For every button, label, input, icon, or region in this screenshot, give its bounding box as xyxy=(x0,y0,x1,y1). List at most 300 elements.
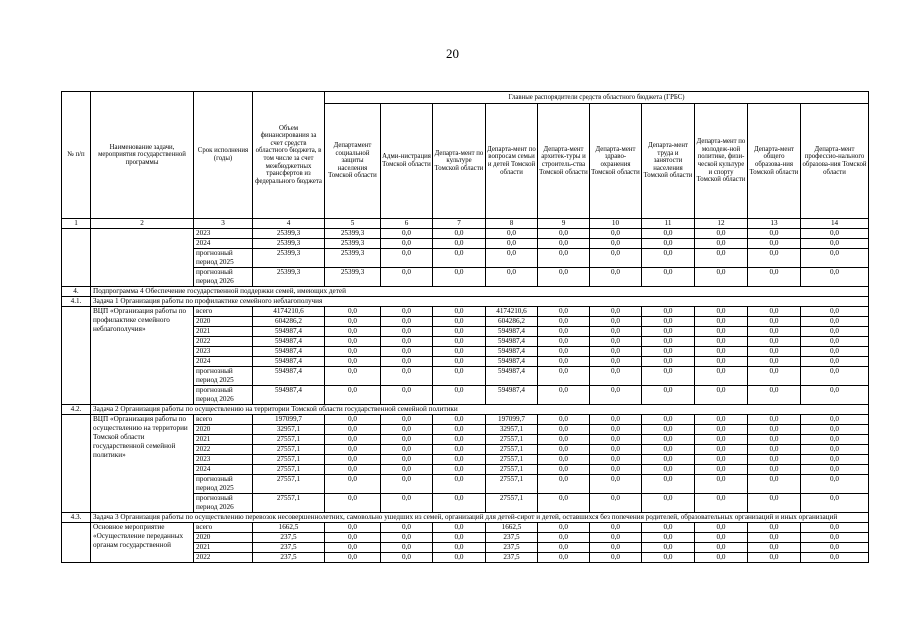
header-col: Департамент социальной защиты населения Томской области xyxy=(325,104,381,219)
section-row xyxy=(62,513,869,523)
value-cell: 0,0 xyxy=(801,386,869,405)
row-num-cell xyxy=(62,307,91,405)
value-cell: 0,0 xyxy=(642,347,695,357)
value-cell: 594987,4 xyxy=(253,337,325,347)
value-cell: 0,0 xyxy=(538,543,590,553)
value-cell: 0,0 xyxy=(433,553,486,563)
measure-name xyxy=(91,229,194,287)
value-cell: 0,0 xyxy=(381,553,433,563)
value-cell: 0,0 xyxy=(801,435,869,445)
year-cell: 2021 xyxy=(194,543,253,553)
value-cell: 27557,1 xyxy=(486,494,538,513)
measure-name: Основное мероприятие «Осуществление переданных органам государственной xyxy=(91,523,194,563)
value-cell: 0,0 xyxy=(590,553,642,563)
value-cell: 0,0 xyxy=(538,307,590,317)
section-row xyxy=(62,297,869,307)
year-cell: 2020 xyxy=(194,533,253,543)
value-cell: 0,0 xyxy=(801,327,869,337)
value-cell: 0,0 xyxy=(695,543,748,553)
value-cell: 0,0 xyxy=(695,229,748,239)
value-cell: 0,0 xyxy=(538,317,590,327)
section-num: 4.3. xyxy=(62,513,91,523)
column-number: 12 xyxy=(695,219,748,229)
value-cell: 0,0 xyxy=(381,307,433,317)
value-cell: 0,0 xyxy=(325,475,381,494)
header-col: Департа-мент архитек-туры и строитель-ства Томской области xyxy=(538,104,590,219)
value-cell: 0,0 xyxy=(325,445,381,455)
year-cell: всего xyxy=(194,415,253,425)
header-grbs: Главные распорядители средств областного бюджета (ГРБС) xyxy=(325,92,869,104)
value-cell: 237,5 xyxy=(253,543,325,553)
value-cell: 0,0 xyxy=(325,367,381,386)
value-cell: 4174210,6 xyxy=(253,307,325,317)
value-cell: 0,0 xyxy=(642,307,695,317)
value-cell: 0,0 xyxy=(590,543,642,553)
table-row xyxy=(62,229,869,239)
value-cell: 0,0 xyxy=(590,229,642,239)
value-cell: 0,0 xyxy=(433,367,486,386)
value-cell: 0,0 xyxy=(433,475,486,494)
value-cell: 32957,1 xyxy=(253,425,325,435)
value-cell: 0,0 xyxy=(801,249,869,268)
value-cell: 0,0 xyxy=(801,465,869,475)
value-cell: 0,0 xyxy=(433,307,486,317)
value-cell: 0,0 xyxy=(381,347,433,357)
value-cell: 0,0 xyxy=(590,523,642,533)
value-cell: 0,0 xyxy=(538,445,590,455)
value-cell: 0,0 xyxy=(590,494,642,513)
value-cell: 0,0 xyxy=(801,494,869,513)
value-cell: 0,0 xyxy=(433,347,486,357)
value-cell: 0,0 xyxy=(325,553,381,563)
value-cell: 0,0 xyxy=(433,415,486,425)
table-row xyxy=(62,523,869,533)
value-cell: 0,0 xyxy=(748,415,801,425)
value-cell: 0,0 xyxy=(695,553,748,563)
header-term: Срок исполнения (годы) xyxy=(194,92,253,219)
year-cell: 2024 xyxy=(194,465,253,475)
value-cell: 0,0 xyxy=(748,445,801,455)
value-cell: 0,0 xyxy=(695,337,748,347)
value-cell: 25399,3 xyxy=(253,239,325,249)
value-cell: 0,0 xyxy=(748,327,801,337)
year-cell: 2020 xyxy=(194,317,253,327)
value-cell: 0,0 xyxy=(381,386,433,405)
value-cell: 0,0 xyxy=(590,239,642,249)
value-cell: 0,0 xyxy=(433,317,486,327)
value-cell: 0,0 xyxy=(486,268,538,287)
budget-table xyxy=(61,91,869,563)
value-cell: 0,0 xyxy=(381,425,433,435)
value-cell: 0,0 xyxy=(381,475,433,494)
year-cell: 2020 xyxy=(194,425,253,435)
value-cell: 0,0 xyxy=(433,229,486,239)
value-cell: 0,0 xyxy=(748,347,801,357)
value-cell: 0,0 xyxy=(748,494,801,513)
year-cell: 2022 xyxy=(194,553,253,563)
value-cell: 25399,3 xyxy=(325,249,381,268)
value-cell: 0,0 xyxy=(590,475,642,494)
year-cell: 2024 xyxy=(194,357,253,367)
value-cell: 0,0 xyxy=(433,523,486,533)
year-cell: 2023 xyxy=(194,229,253,239)
section-title: Задача 1 Организация работы по профилактике семейного неблагополучия xyxy=(91,297,869,307)
value-cell: 0,0 xyxy=(381,533,433,543)
value-cell: 0,0 xyxy=(748,386,801,405)
value-cell: 0,0 xyxy=(325,455,381,465)
value-cell: 0,0 xyxy=(695,533,748,543)
value-cell: 594987,4 xyxy=(486,327,538,337)
value-cell: 0,0 xyxy=(381,455,433,465)
value-cell: 27557,1 xyxy=(486,455,538,465)
value-cell: 0,0 xyxy=(695,317,748,327)
value-cell: 0,0 xyxy=(748,229,801,239)
value-cell: 25399,3 xyxy=(253,249,325,268)
section-num: 4.2. xyxy=(62,405,91,415)
value-cell: 237,5 xyxy=(253,533,325,543)
value-cell: 237,5 xyxy=(486,543,538,553)
column-number: 9 xyxy=(538,219,590,229)
value-cell: 0,0 xyxy=(748,425,801,435)
value-cell: 0,0 xyxy=(695,347,748,357)
column-number: 5 xyxy=(325,219,381,229)
value-cell: 0,0 xyxy=(801,268,869,287)
value-cell: 27557,1 xyxy=(253,445,325,455)
column-number: 13 xyxy=(748,219,801,229)
value-cell: 0,0 xyxy=(325,357,381,367)
year-cell: прогнозный период 2026 xyxy=(194,386,253,405)
value-cell: 0,0 xyxy=(695,415,748,425)
value-cell: 0,0 xyxy=(801,357,869,367)
year-cell: прогнозный период 2026 xyxy=(194,268,253,287)
value-cell: 0,0 xyxy=(695,425,748,435)
value-cell: 0,0 xyxy=(801,523,869,533)
value-cell: 0,0 xyxy=(748,533,801,543)
value-cell: 0,0 xyxy=(538,268,590,287)
year-cell: 2022 xyxy=(194,337,253,347)
value-cell: 0,0 xyxy=(433,465,486,475)
header-col: Департа-мент по вопросам семьи и детей Томской области xyxy=(486,104,538,219)
value-cell: 237,5 xyxy=(253,553,325,563)
value-cell: 0,0 xyxy=(590,307,642,317)
value-cell: 0,0 xyxy=(538,523,590,533)
value-cell: 0,0 xyxy=(801,415,869,425)
value-cell: 0,0 xyxy=(433,249,486,268)
value-cell: 0,0 xyxy=(801,307,869,317)
value-cell: 0,0 xyxy=(695,455,748,465)
value-cell: 0,0 xyxy=(538,229,590,239)
header-row-1 xyxy=(62,92,869,104)
value-cell: 0,0 xyxy=(433,337,486,347)
header-col: Адми-нистрация Томской области xyxy=(381,104,433,219)
column-number: 11 xyxy=(642,219,695,229)
value-cell: 0,0 xyxy=(538,249,590,268)
value-cell: 0,0 xyxy=(642,553,695,563)
value-cell: 0,0 xyxy=(381,249,433,268)
value-cell: 0,0 xyxy=(748,465,801,475)
year-cell: прогнозный период 2025 xyxy=(194,475,253,494)
value-cell: 0,0 xyxy=(325,543,381,553)
section-num: 4.1. xyxy=(62,297,91,307)
value-cell: 0,0 xyxy=(325,435,381,445)
row-num-cell xyxy=(62,415,91,513)
year-cell: 2023 xyxy=(194,455,253,465)
value-cell: 0,0 xyxy=(642,357,695,367)
value-cell: 0,0 xyxy=(642,523,695,533)
measure-name: ВЦП «Организация работы по профилактике семейного неблагополучия» xyxy=(91,307,194,405)
value-cell: 0,0 xyxy=(381,543,433,553)
value-cell: 0,0 xyxy=(433,435,486,445)
value-cell: 0,0 xyxy=(325,307,381,317)
value-cell: 0,0 xyxy=(642,543,695,553)
value-cell: 0,0 xyxy=(325,465,381,475)
value-cell: 0,0 xyxy=(590,347,642,357)
value-cell: 0,0 xyxy=(381,268,433,287)
header-volume: Объем финансирования за счет средств областного бюджета, в том числе за счет межбюджетных трансфертов из федерального бюджета xyxy=(253,92,325,219)
value-cell: 0,0 xyxy=(433,543,486,553)
value-cell: 0,0 xyxy=(538,455,590,465)
value-cell: 0,0 xyxy=(695,327,748,337)
value-cell: 0,0 xyxy=(325,327,381,337)
column-number: 7 xyxy=(433,219,486,229)
value-cell: 0,0 xyxy=(748,523,801,533)
column-number: 8 xyxy=(486,219,538,229)
year-cell: всего xyxy=(194,307,253,317)
value-cell: 0,0 xyxy=(486,249,538,268)
value-cell: 0,0 xyxy=(801,337,869,347)
value-cell: 0,0 xyxy=(695,494,748,513)
value-cell: 27557,1 xyxy=(486,435,538,445)
value-cell: 0,0 xyxy=(801,239,869,249)
value-cell: 0,0 xyxy=(642,327,695,337)
value-cell: 0,0 xyxy=(695,465,748,475)
column-number: 6 xyxy=(381,219,433,229)
value-cell: 0,0 xyxy=(695,386,748,405)
value-cell: 594987,4 xyxy=(253,347,325,357)
value-cell: 237,5 xyxy=(486,553,538,563)
value-cell: 0,0 xyxy=(590,337,642,347)
value-cell: 0,0 xyxy=(538,239,590,249)
value-cell: 0,0 xyxy=(590,435,642,445)
section-title: Задача 3 Организация работы по осуществлению перевозок несовершеннолетних, самовольно ушедших из семей, организаций для детей-сирот и детей, оставшихся без попечения родителей, образовательных организаций и иных организаций xyxy=(91,513,869,523)
value-cell: 32957,1 xyxy=(486,425,538,435)
header-col: Департа-мент профессио-нального образова-ния Томской области xyxy=(801,104,869,219)
value-cell: 0,0 xyxy=(381,465,433,475)
value-cell: 0,0 xyxy=(590,465,642,475)
value-cell: 0,0 xyxy=(381,415,433,425)
value-cell: 0,0 xyxy=(695,357,748,367)
value-cell: 0,0 xyxy=(695,445,748,455)
header-num: № п/п xyxy=(62,92,91,219)
value-cell: 0,0 xyxy=(538,435,590,445)
value-cell: 0,0 xyxy=(590,268,642,287)
value-cell: 0,0 xyxy=(433,239,486,249)
value-cell: 0,0 xyxy=(801,317,869,327)
value-cell: 0,0 xyxy=(486,239,538,249)
value-cell: 0,0 xyxy=(590,327,642,337)
value-cell: 0,0 xyxy=(538,465,590,475)
value-cell: 0,0 xyxy=(748,455,801,465)
value-cell: 0,0 xyxy=(642,425,695,435)
value-cell: 604286,2 xyxy=(253,317,325,327)
value-cell: 27557,1 xyxy=(253,465,325,475)
value-cell: 25399,3 xyxy=(253,229,325,239)
value-cell: 0,0 xyxy=(538,553,590,563)
value-cell: 0,0 xyxy=(801,543,869,553)
value-cell: 0,0 xyxy=(590,445,642,455)
value-cell: 0,0 xyxy=(642,367,695,386)
value-cell: 0,0 xyxy=(695,523,748,533)
value-cell: 594987,4 xyxy=(253,357,325,367)
value-cell: 594987,4 xyxy=(486,367,538,386)
value-cell: 0,0 xyxy=(801,553,869,563)
value-cell: 0,0 xyxy=(801,455,869,465)
value-cell: 0,0 xyxy=(748,268,801,287)
value-cell: 0,0 xyxy=(325,337,381,347)
value-cell: 27557,1 xyxy=(253,494,325,513)
value-cell: 0,0 xyxy=(642,317,695,327)
value-cell: 0,0 xyxy=(538,475,590,494)
row-num-cell xyxy=(62,523,91,563)
value-cell: 0,0 xyxy=(538,347,590,357)
value-cell: 0,0 xyxy=(590,455,642,465)
column-number: 14 xyxy=(801,219,869,229)
section-row xyxy=(62,287,869,297)
row-num-cell xyxy=(62,229,91,287)
value-cell: 0,0 xyxy=(748,249,801,268)
value-cell: 0,0 xyxy=(642,475,695,494)
value-cell: 0,0 xyxy=(433,425,486,435)
value-cell: 0,0 xyxy=(538,386,590,405)
value-cell: 0,0 xyxy=(381,367,433,386)
value-cell: 0,0 xyxy=(381,523,433,533)
value-cell: 0,0 xyxy=(748,435,801,445)
value-cell: 0,0 xyxy=(695,367,748,386)
value-cell: 0,0 xyxy=(325,317,381,327)
value-cell: 0,0 xyxy=(590,533,642,543)
value-cell: 0,0 xyxy=(325,386,381,405)
value-cell: 197099,7 xyxy=(253,415,325,425)
value-cell: 0,0 xyxy=(381,337,433,347)
year-cell: всего xyxy=(194,523,253,533)
value-cell: 0,0 xyxy=(381,357,433,367)
year-cell: 2021 xyxy=(194,327,253,337)
value-cell: 0,0 xyxy=(748,367,801,386)
value-cell: 0,0 xyxy=(642,229,695,239)
value-cell: 0,0 xyxy=(486,229,538,239)
value-cell: 0,0 xyxy=(642,337,695,347)
value-cell: 594987,4 xyxy=(253,327,325,337)
value-cell: 0,0 xyxy=(642,465,695,475)
year-cell: прогнозный период 2026 xyxy=(194,494,253,513)
value-cell: 0,0 xyxy=(642,249,695,268)
value-cell: 0,0 xyxy=(538,337,590,347)
value-cell: 0,0 xyxy=(590,357,642,367)
value-cell: 0,0 xyxy=(590,317,642,327)
year-cell: 2022 xyxy=(194,445,253,455)
value-cell: 0,0 xyxy=(801,475,869,494)
value-cell: 0,0 xyxy=(325,425,381,435)
value-cell: 0,0 xyxy=(433,327,486,337)
value-cell: 0,0 xyxy=(695,239,748,249)
section-title: Задача 2 Организация работы по осуществлению на территории Томской области государственной семейной политики xyxy=(91,405,869,415)
header-col: Департа-мент по культуре Томской области xyxy=(433,104,486,219)
column-numbers-row xyxy=(62,219,869,229)
value-cell: 0,0 xyxy=(695,307,748,317)
header-name: Наименование задачи, мероприятия государственной программы xyxy=(91,92,194,219)
value-cell: 27557,1 xyxy=(486,475,538,494)
value-cell: 27557,1 xyxy=(486,465,538,475)
value-cell: 604286,2 xyxy=(486,317,538,327)
value-cell: 0,0 xyxy=(748,357,801,367)
year-cell: 2023 xyxy=(194,347,253,357)
value-cell: 0,0 xyxy=(381,445,433,455)
column-number: 2 xyxy=(91,219,194,229)
value-cell: 0,0 xyxy=(748,543,801,553)
value-cell: 594987,4 xyxy=(486,386,538,405)
value-cell: 0,0 xyxy=(801,533,869,543)
value-cell: 0,0 xyxy=(642,239,695,249)
value-cell: 1662,5 xyxy=(486,523,538,533)
value-cell: 0,0 xyxy=(642,415,695,425)
year-cell: прогнозный период 2025 xyxy=(194,249,253,268)
header-col: Департа-мент труда и занятости населения Томской области xyxy=(642,104,695,219)
value-cell: 25399,3 xyxy=(253,268,325,287)
value-cell: 0,0 xyxy=(695,475,748,494)
value-cell: 25399,3 xyxy=(325,229,381,239)
value-cell: 27557,1 xyxy=(253,475,325,494)
header-col: Департа-мент здраво-охранения Томской области xyxy=(590,104,642,219)
value-cell: 0,0 xyxy=(695,435,748,445)
value-cell: 0,0 xyxy=(695,249,748,268)
year-cell: 2021 xyxy=(194,435,253,445)
value-cell: 0,0 xyxy=(642,268,695,287)
value-cell: 0,0 xyxy=(538,533,590,543)
value-cell: 0,0 xyxy=(433,268,486,287)
year-cell: 2024 xyxy=(194,239,253,249)
header-col: Департа-мент по молодеж-ной политике, физи-ческой культуре и спорту Томской области xyxy=(695,104,748,219)
value-cell: 0,0 xyxy=(381,239,433,249)
value-cell: 0,0 xyxy=(801,347,869,357)
value-cell: 27557,1 xyxy=(253,435,325,445)
value-cell: 0,0 xyxy=(801,367,869,386)
value-cell: 4174210,6 xyxy=(486,307,538,317)
value-cell: 0,0 xyxy=(748,317,801,327)
value-cell: 237,5 xyxy=(486,533,538,543)
value-cell: 25399,3 xyxy=(325,268,381,287)
table-row xyxy=(62,415,869,425)
value-cell: 0,0 xyxy=(381,327,433,337)
value-cell: 0,0 xyxy=(642,445,695,455)
value-cell: 0,0 xyxy=(642,455,695,465)
value-cell: 0,0 xyxy=(801,425,869,435)
value-cell: 0,0 xyxy=(590,367,642,386)
value-cell: 0,0 xyxy=(325,523,381,533)
value-cell: 0,0 xyxy=(433,455,486,465)
column-number: 10 xyxy=(590,219,642,229)
column-number: 4 xyxy=(253,219,325,229)
value-cell: 0,0 xyxy=(433,494,486,513)
value-cell: 0,0 xyxy=(590,415,642,425)
value-cell: 0,0 xyxy=(433,357,486,367)
measure-name: ВЦП «Организация работы по осуществлению на территории Томской области государственной семейной политики» xyxy=(91,415,194,513)
value-cell: 0,0 xyxy=(433,445,486,455)
value-cell: 27557,1 xyxy=(253,455,325,465)
value-cell: 1662,5 xyxy=(253,523,325,533)
value-cell: 0,0 xyxy=(433,386,486,405)
value-cell: 594987,4 xyxy=(253,386,325,405)
value-cell: 0,0 xyxy=(538,327,590,337)
